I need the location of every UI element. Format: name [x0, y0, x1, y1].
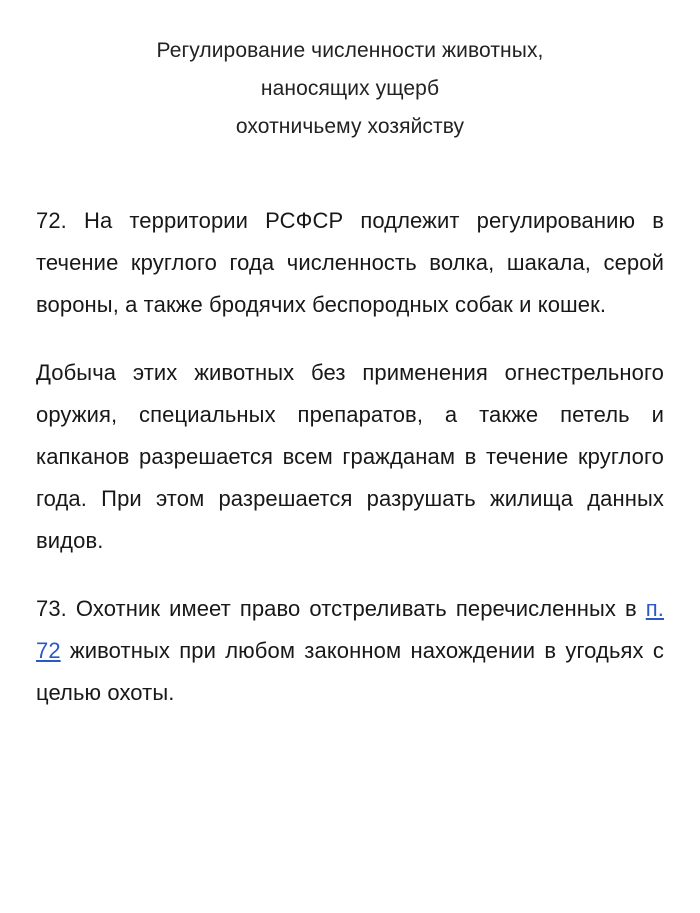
- document-body: [36, 200, 664, 714]
- page-title-line-3: охотничьему хозяйству: [235, 115, 465, 139]
- paragraph-72: 72. На территории РСФСР подлежит регулированию в течение круглого года численность волка, шакала, серой вороны, а также бродячих беспородных собак и кошек.: [36, 208, 664, 318]
- paragraph-73: [36, 588, 664, 714]
- page-title: [36, 32, 664, 146]
- paragraph-73-text-after-link: животных при любом законном нахождении в угодьях с целью охоты.: [36, 638, 664, 706]
- link-p72[interactable]: п. 72: [36, 596, 664, 664]
- page-title-line-1: Регулирование численности животных,: [156, 39, 544, 63]
- page-title-line-2: наносящих ущерб: [260, 77, 440, 101]
- paragraph-72-continued: Добыча этих животных без применения огнестрельного оружия, специальных препаратов, а также петель и капканов разрешается всем гражданам в течение круглого года. При этом разрешается разрушать жилища данных видов.: [36, 360, 664, 554]
- paragraph-73-text-before-link: 73. Охотник имеет право отстреливать перечисленных в: [36, 596, 646, 622]
